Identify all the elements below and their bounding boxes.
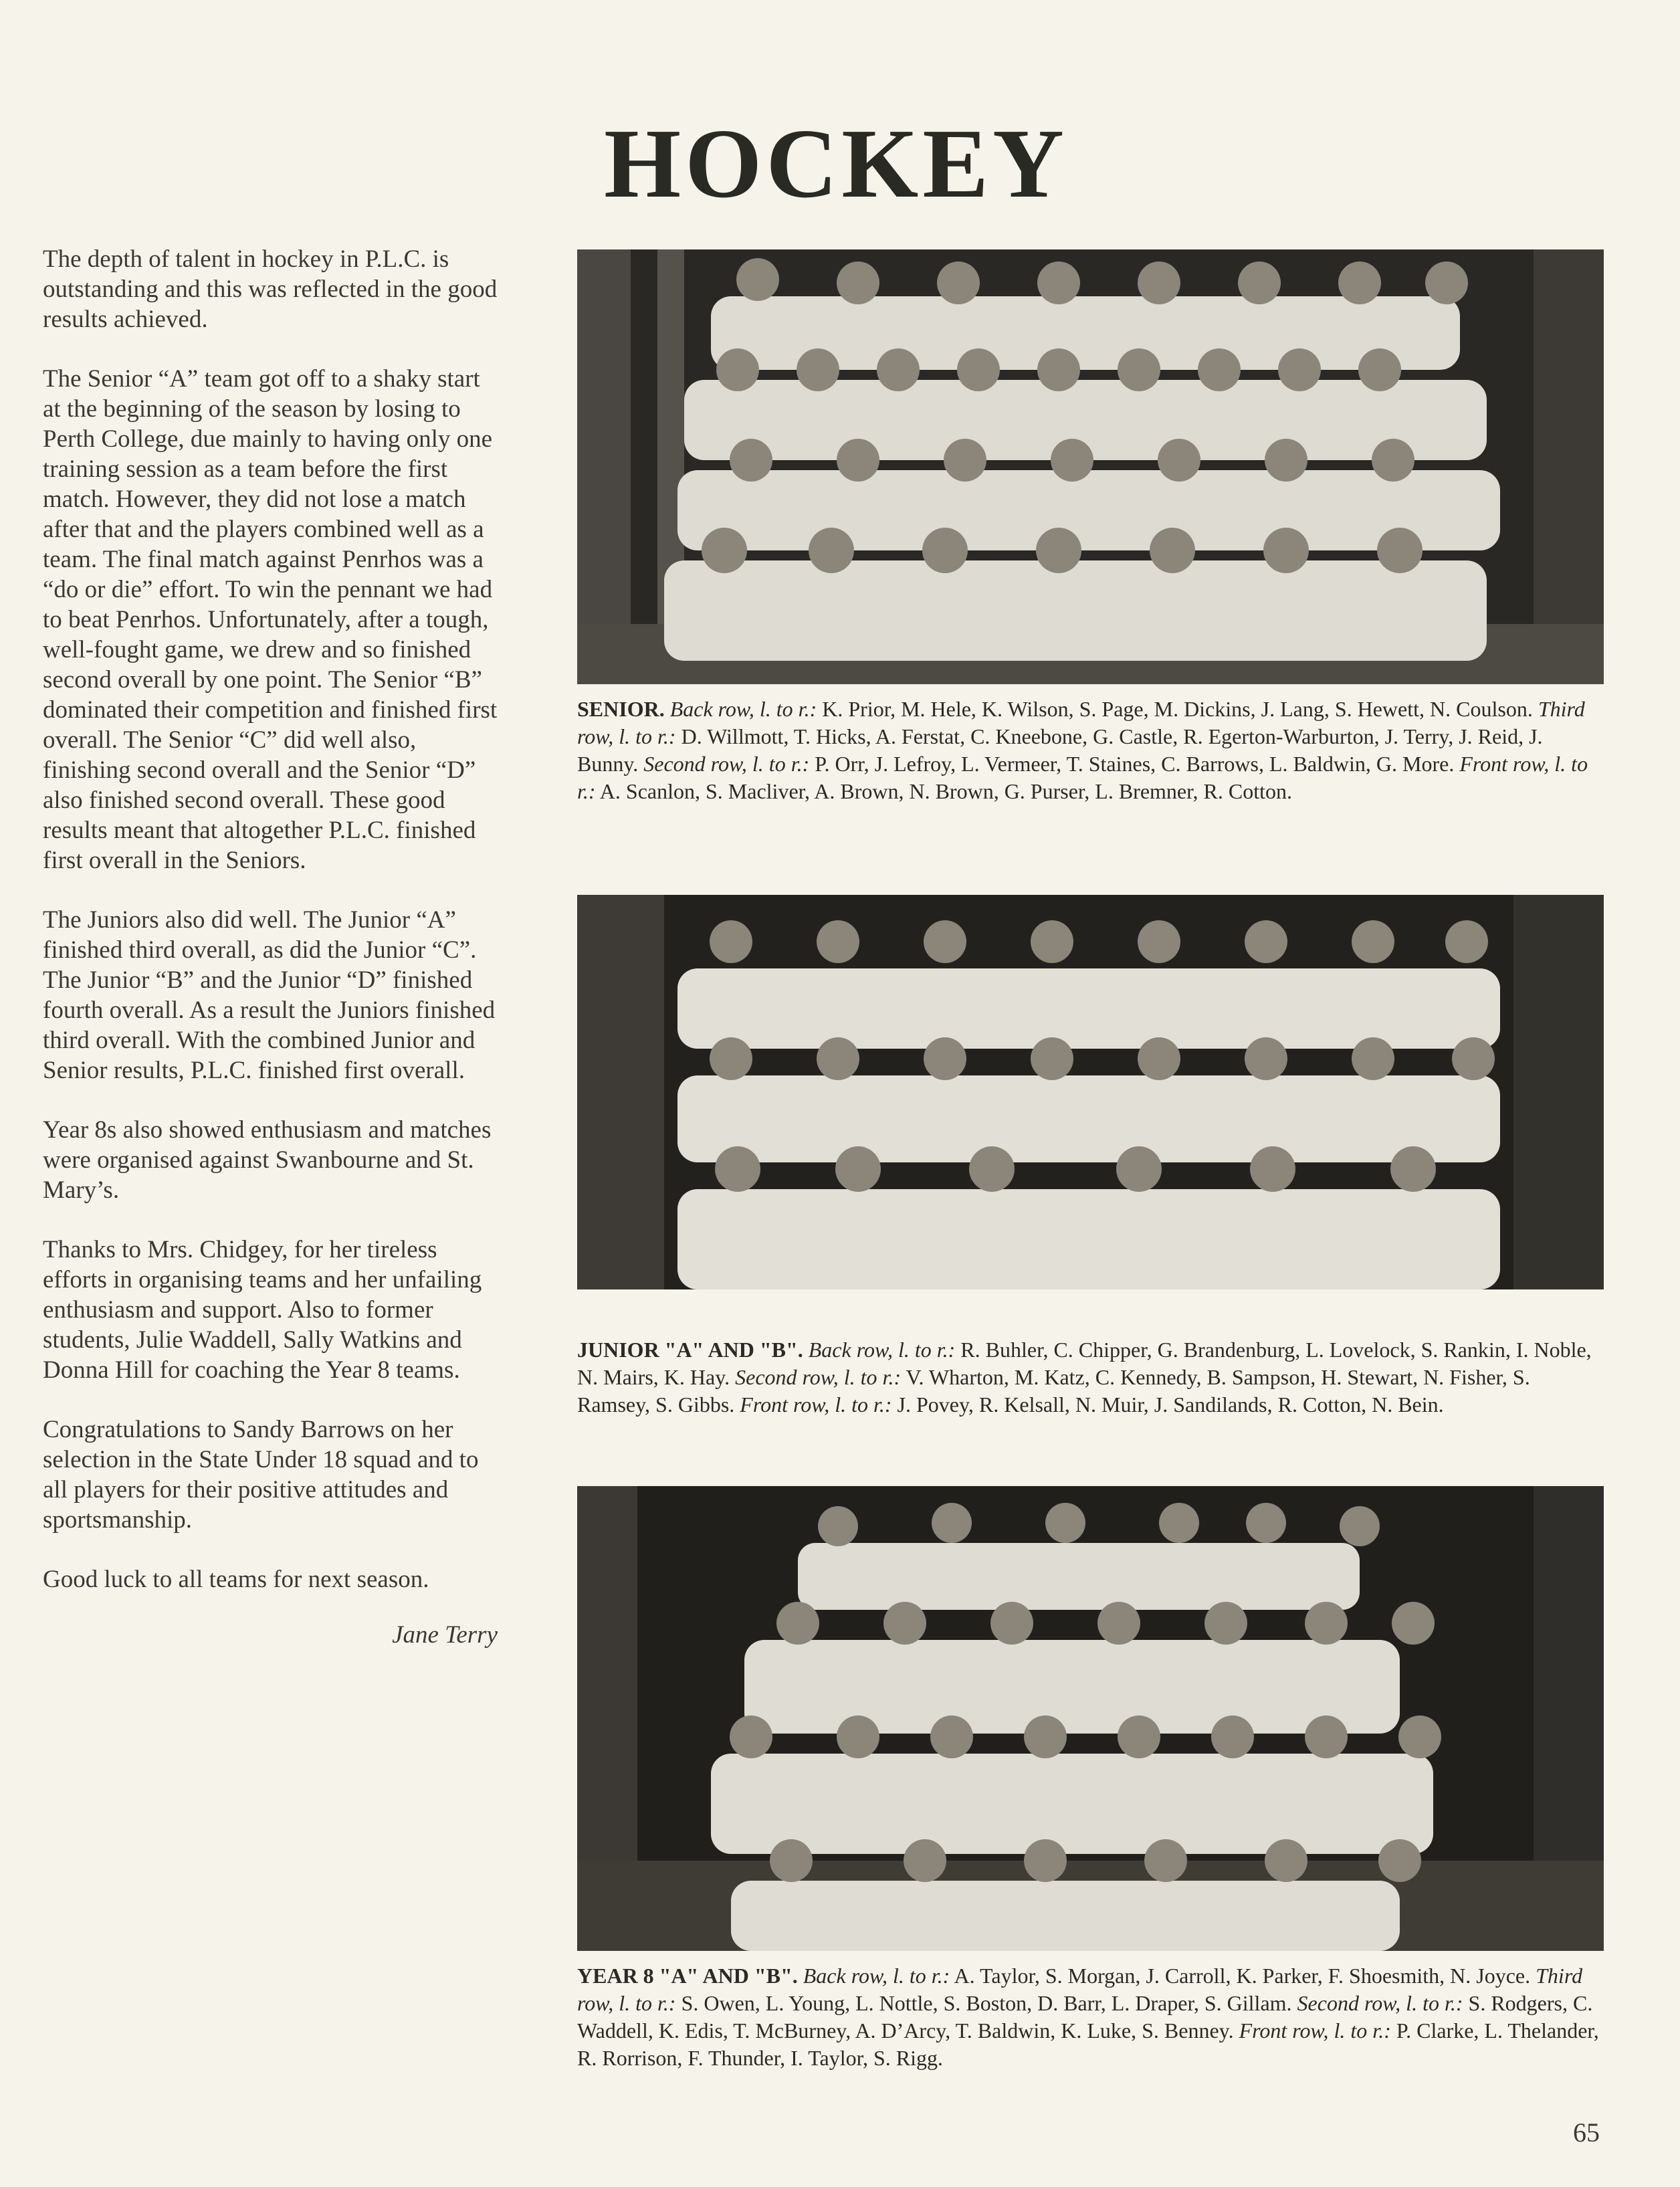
junior-team-photo [577,895,1604,1289]
senior-photo-art [577,249,1604,684]
page-title: HOCKEY [604,109,1068,219]
caption-names: J. Povey, R. Kelsall, N. Muir, J. Sandilands, R. Cotton, N. Bein. [897,1392,1444,1417]
junior-caption [577,1336,1604,1419]
caption-row-label: Front row, l. to r.: [577,752,1588,803]
caption-row-label: Second row, l. to r.: [1297,1991,1463,2015]
caption-row-label: Back row, l. to r.: [808,1338,956,1362]
caption-names: A. Scanlon, S. Macliver, A. Brown, N. Brown, G. Purser, L. Bremner, R. Cotton. [599,779,1292,803]
year8-photo-art [577,1486,1604,1951]
year8-team-photo [577,1486,1604,1951]
article-body [43,244,498,1650]
caption-names: P. Orr, J. Lefroy, L. Vermeer, T. Staines, C. Barrows, L. Baldwin, G. More. [815,752,1455,776]
article-paragraph: Thanks to Mrs. Chidgey, for her tireless efforts in organising teams and her unfailing enthusiasm and support. Also to former students, Julie Waddell, Sally Watkins and Donna Hill for coaching the Year 8 teams. [43,1236,482,1384]
year8-caption [577,1962,1604,2072]
caption-names: S. Owen, L. Young, L. Nottle, S. Boston, D. Barr, L. Draper, S. Gillam. [681,1991,1292,2015]
caption-row-label: Back row, l. to r.: [803,1964,950,1988]
caption-team: YEAR 8 "A" AND "B". [577,1964,798,1988]
caption-row-label: Front row, l. to r.: [1239,2018,1391,2043]
caption-row-label: Back row, l. to r.: [669,697,817,721]
caption-row-label: Second row, l. to r.: [643,752,810,776]
caption-names: D. Willmott, T. Hicks, A. Ferstat, C. Kneebone, G. Castle, R. Egerton-Warburton, J. Terry, J. Reid, J. Bunny. [577,724,1543,776]
caption-names: A. Taylor, S. Morgan, J. Carroll, K. Parker, F. Shoesmith, N. Joyce. [954,1964,1531,1988]
article-paragraph: The Senior “A” team got off to a shaky start at the beginning of the season by losing to Perth College, due mainly to having only one training session as a team before the first match. However, they did not lose a match after that and the players combined well as a team. The final match against Penrhos was a “do or die” effort. To win the pennant we had to beat Penrhos. Unfortunately, after a tough, well-fought game, we drew and so finished second overall by one point. The Senior “B” dominated their competition and finished first overall. The Senior “C” did well also, finishing second overall and the Senior “D” also finished second overall. These good results meant that altogether P.L.C. finished first overall in the Seniors. [43,365,498,874]
caption-names: V. Wharton, M. Katz, C. Kennedy, B. Sampson, H. Stewart, N. Fisher, S. Ramsey, S. Gibbs. [577,1365,1530,1417]
caption-names: R. Buhler, C. Chipper, G. Brandenburg, L. Lovelock, S. Rankin, I. Noble, N. Mairs, K. Hay. [577,1338,1592,1389]
caption-names: P. Clarke, L. Thelander, R. Rorrison, F. Thunder, I. Taylor, S. Rigg. [577,2018,1599,2070]
article-paragraph: Congratulations to Sandy Barrows on her selection in the State Under 18 squad and to all players for their positive attitudes and sportsmanship. [43,1416,479,1534]
senior-team-photo [577,249,1604,684]
caption-row-label: Front row, l. to r.: [740,1392,892,1417]
caption-row-label: Second row, l. to r.: [735,1365,902,1389]
caption-names: S. Rodgers, C. Waddell, K. Edis, T. McBurney, A. D’Arcy, T. Baldwin, K. Luke, S. Benney. [577,1991,1593,2043]
junior-photo-art [577,895,1604,1289]
article-author: Jane Terry [392,1621,498,1649]
caption-team: JUNIOR "A" AND "B". [577,1338,803,1362]
article-paragraph: The Juniors also did well. The Junior “A” finished third overall, as did the Junior “C”. The Junior “B” and the Junior “D” finished fourth overall. As a result the Juniors finished third overall. With the combined Junior and Senior results, P.L.C. finished first overall. [43,906,496,1084]
caption-team: SENIOR. [577,697,665,721]
article-paragraph: The depth of talent in hockey in P.L.C. is outstanding and this was reflected in the good results achieved. [43,245,498,333]
article-paragraph: Year 8s also showed enthusiasm and matches were organised against Swanbourne and St. Mary’s. [43,1116,492,1204]
caption-row-label: Third row, l. to r.: [577,1964,1583,2015]
article-paragraph: Good luck to all teams for next season. [43,1566,429,1593]
caption-row-label: Third row, l. to r.: [577,697,1585,748]
caption-names: K. Prior, M. Hele, K. Wilson, S. Page, M. Dickins, J. Lang, S. Hewett, N. Coulson. [822,697,1533,721]
senior-caption [577,696,1604,805]
page-number: 65 [1573,2117,1600,2148]
